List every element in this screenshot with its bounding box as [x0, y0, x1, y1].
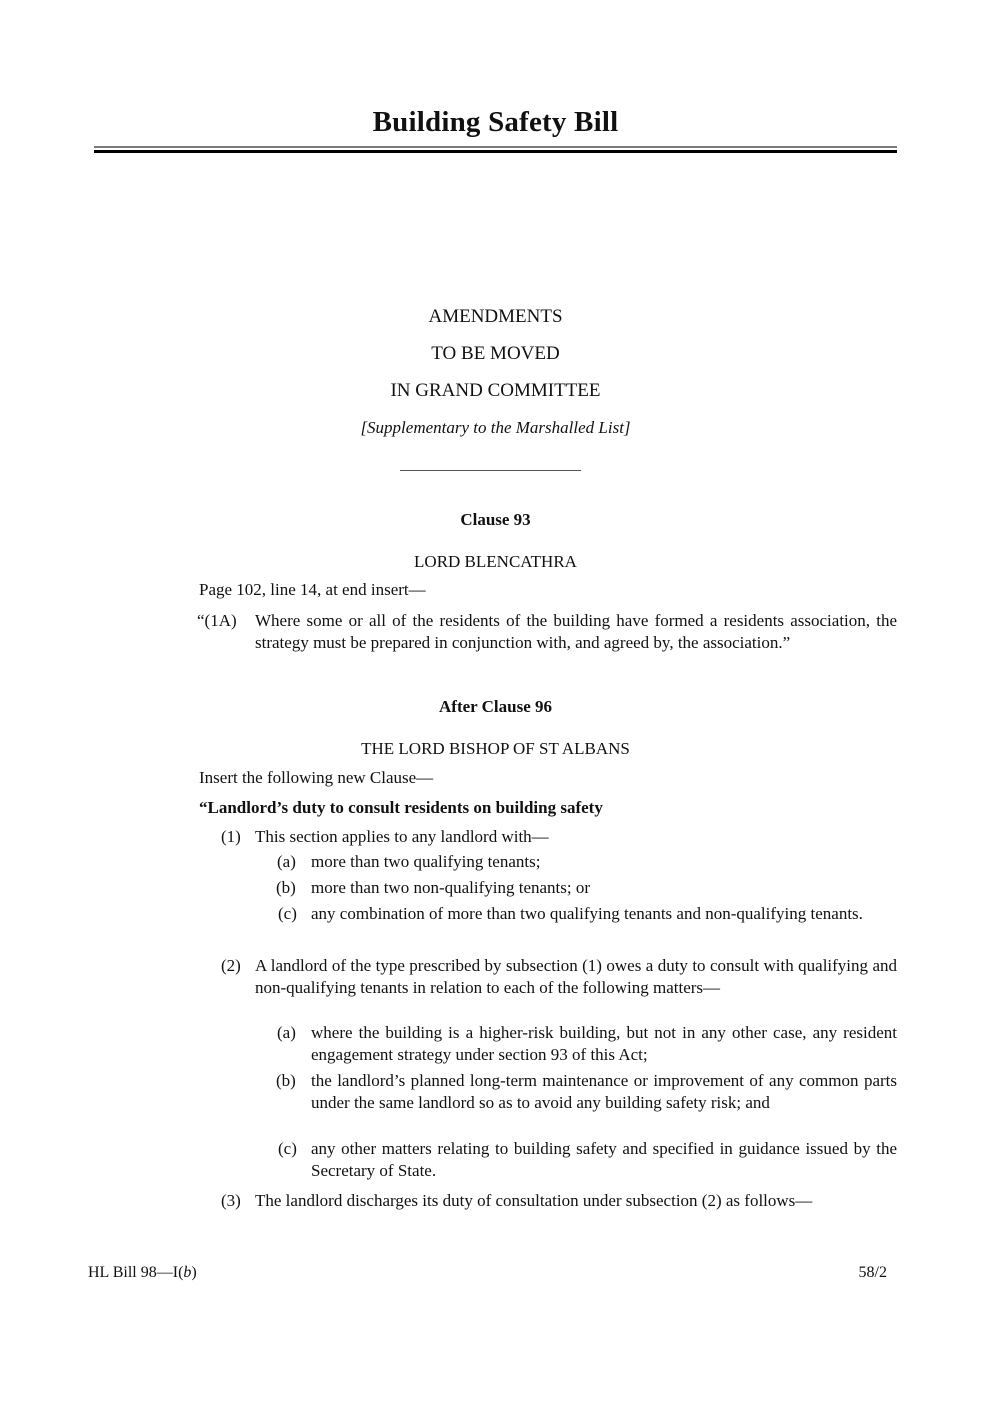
title-rule-thick	[94, 150, 897, 153]
paragraph-number: (b)	[276, 1071, 296, 1090]
bill-reference-suffix: )	[191, 1264, 197, 1281]
amendment-instruction: Page 102, line 14, at end insert—	[199, 580, 426, 599]
page-title: Building Safety Bill	[372, 106, 619, 138]
subsection-text: This section applies to any landlord with—	[255, 827, 549, 846]
paragraph-number: (a)	[277, 1023, 296, 1042]
subsection-number: (1)	[221, 827, 241, 846]
paragraph-number: (a)	[277, 852, 296, 871]
subsection-text: The landlord discharges its duty of consultation under subsection (2) as follows—	[255, 1191, 813, 1210]
clause-heading: Clause 93	[460, 510, 531, 529]
cover-subtitle: [Supplementary to the Marshalled List]	[360, 418, 631, 437]
amendment-instruction: Insert the following new Clause—	[199, 768, 434, 787]
subsection-number: (2)	[221, 956, 241, 975]
paragraph-number: (b)	[276, 878, 296, 897]
paragraph-text: any combination of more than two qualifying tenants and non-qualifying tenants.	[311, 904, 863, 923]
clause-heading: After Clause 96	[439, 697, 552, 716]
insert-text: Where some or all of the residents of the building have formed a residents association, the strategy must be prepared in conjunction with, and agreed by, the association.”	[255, 611, 897, 652]
bill-reference	[88, 1264, 197, 1282]
page-reference: 58/2	[858, 1264, 887, 1281]
paragraph-number: (c)	[278, 1139, 297, 1158]
cover-line-to-be-moved: TO BE MOVED	[431, 343, 560, 364]
cover-line-grand-committee: IN GRAND COMMITTEE	[390, 380, 601, 401]
bill-reference-prefix: HL Bill 98—I(	[88, 1264, 184, 1281]
subsection-text: A landlord of the type prescribed by subsection (1) owes a duty to consult with qualifying and non-qualifying tenants in relation to each of the following matters—	[255, 956, 897, 997]
paragraph-text: more than two non-qualifying tenants; or	[311, 878, 591, 897]
new-clause-title: “Landlord’s duty to consult residents on building safety	[199, 798, 603, 817]
mover-name: THE LORD BISHOP OF ST ALBANS	[361, 739, 630, 758]
paragraph-text: where the building is a higher-risk building, but not in any other case, any resident engagement strategy under section 93 of this Act;	[311, 1023, 897, 1064]
subsection-number: (3)	[221, 1191, 241, 1210]
cover-line-amendments: AMENDMENTS	[428, 306, 563, 327]
section-divider	[400, 470, 581, 471]
insert-label: “(1A)	[197, 611, 237, 630]
paragraph-text: any other matters relating to building safety and specified in guidance issued by the Secretary of State.	[311, 1139, 897, 1180]
paragraph-text: more than two qualifying tenants;	[311, 852, 541, 871]
bill-reference-italic: b	[183, 1264, 192, 1281]
paragraph-number: (c)	[278, 904, 297, 923]
paragraph-text: the landlord’s planned long-term maintenance or improvement of any common parts under the same landlord so as to avoid any building safety risk; and	[311, 1071, 897, 1112]
title-rule-thin	[94, 146, 897, 148]
mover-name: LORD BLENCATHRA	[414, 552, 577, 571]
